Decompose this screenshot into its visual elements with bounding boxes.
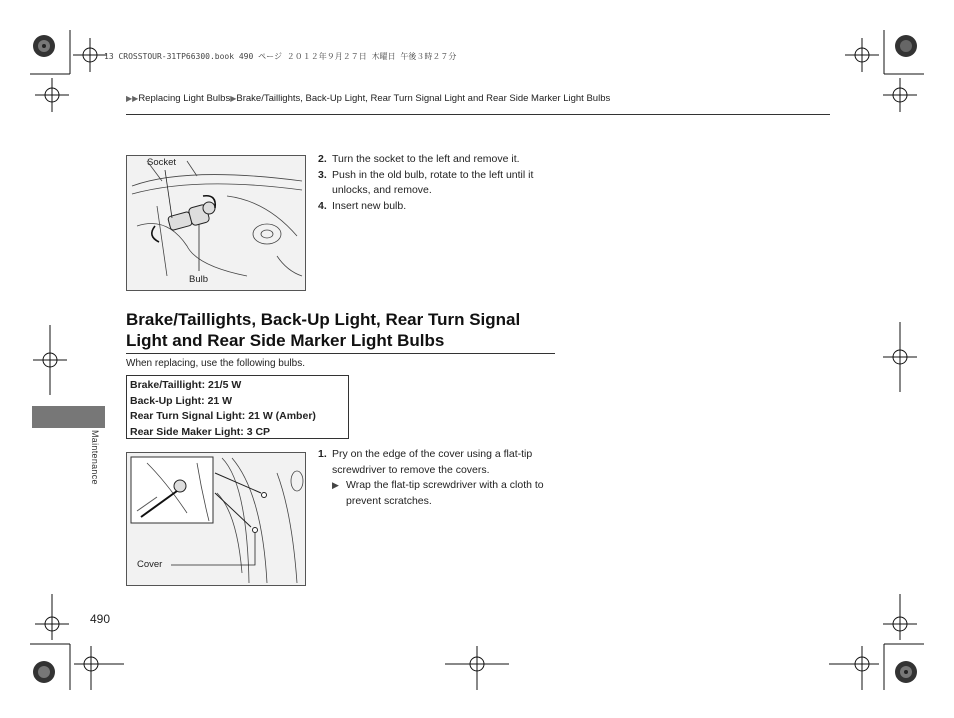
step-1 xyxy=(318,447,558,478)
socket-label: Socket xyxy=(147,157,177,168)
step-2 xyxy=(318,152,558,168)
print-header: 13 CROSSTOUR-31TP66300.book 490 ページ ２０１２年９月２７日 木曜日 午後３時２７分 xyxy=(104,52,457,61)
section-rule xyxy=(126,353,555,354)
note-marker-icon: ▶ xyxy=(332,480,339,490)
note-text: Wrap the flat-tip screwdriver with a cloth to prevent scratches. xyxy=(346,479,544,507)
steps-top xyxy=(318,152,558,214)
step-text: Insert new bulb. xyxy=(332,199,407,212)
section-intro: When replacing, use the following bulbs. xyxy=(126,358,305,369)
bulb-spec-item: Back-Up Light: 21 W xyxy=(130,394,233,407)
bulb-spec-item: Rear Turn Signal Light: 21 W (Amber) xyxy=(130,410,316,422)
bulb-label: Bulb xyxy=(189,274,209,285)
page-number: 490 xyxy=(90,612,111,626)
steps-bottom xyxy=(318,447,558,509)
chapter-tab[interactable] xyxy=(32,406,105,428)
breadcrumb-separator: ▶ xyxy=(230,94,237,103)
step-3 xyxy=(318,168,558,199)
breadcrumb-arrows: ▶▶ xyxy=(126,94,139,103)
step-number: 2. xyxy=(318,153,327,165)
bulb-spec-item: Brake/Taillight: 21/5 W xyxy=(130,379,242,391)
breadcrumb-current: Brake/Taillights, Back-Up Light, Rear Turn Signal Light and Rear Side Marker Light Bulbs xyxy=(236,93,611,104)
step-1-note xyxy=(318,478,558,509)
step-number: 1. xyxy=(318,448,327,460)
header-rule xyxy=(126,114,830,115)
chapter-tab-label: Maintenance xyxy=(90,430,100,485)
step-number: 4. xyxy=(318,199,327,212)
cover-label: Cover xyxy=(137,559,163,570)
section-title-line2: Light and Rear Side Marker Light Bulbs xyxy=(126,331,445,350)
step-text: Push in the old bulb, rotate to the left until it unlocks, and remove. xyxy=(332,168,534,196)
step-text: Pry on the edge of the cover using a flat-tip screwdriver to remove the covers. xyxy=(332,448,533,476)
bulb-spec-item: Rear Side Maker Light: 3 CP xyxy=(130,425,271,438)
socket-bulb-drawing xyxy=(127,156,305,290)
step-number: 3. xyxy=(318,168,327,181)
step-text: Turn the socket to the left and remove it. xyxy=(332,153,520,165)
socket-bulb-illustration xyxy=(126,155,306,291)
section-title-line1: Brake/Taillights, Back-Up Light, Rear Turn Signal xyxy=(126,310,521,329)
cover-removal-illustration xyxy=(126,452,306,586)
bulb-spec-box xyxy=(126,375,349,439)
breadcrumb-link-replacing-light-bulbs[interactable]: Replacing Light Bulbs xyxy=(138,93,231,104)
step-4 xyxy=(318,199,558,215)
section-title xyxy=(126,309,556,351)
breadcrumb xyxy=(126,93,610,104)
